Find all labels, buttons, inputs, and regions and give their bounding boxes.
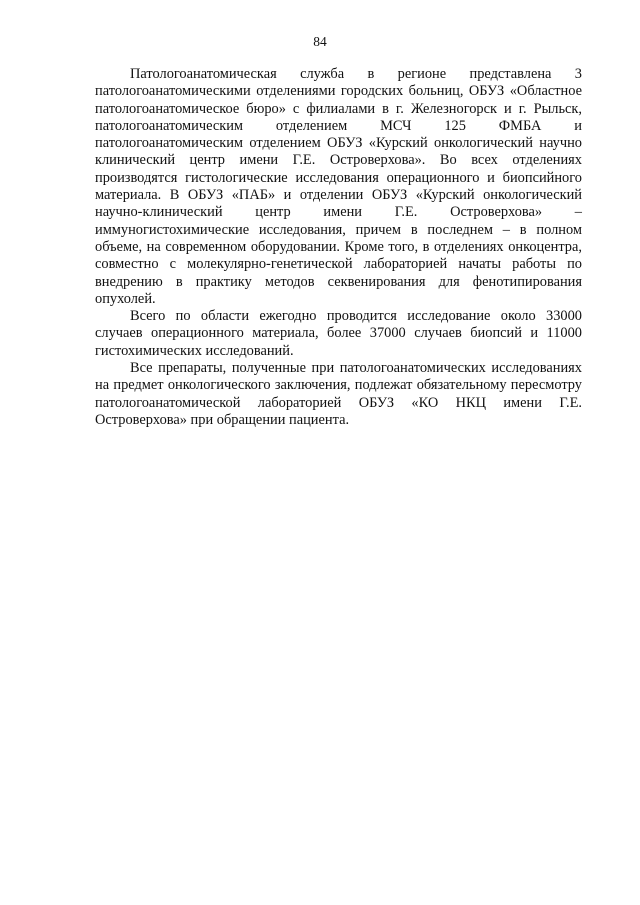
document-body (95, 66, 582, 429)
page-number: 84 (313, 34, 327, 49)
paragraph-annual-statistics: Всего по области ежегодно проводится исследование около 33000 случаев операционного материала, более 37000 случаев биопсий и 11000 гистохимических исследований. (95, 308, 582, 359)
paragraph-mandatory-review: Все препараты, полученные при патологоанатомических исследованиях на предмет онкологического заключения, подлежат обязательному пересмотру патологоанатомической лабораторией ОБУЗ «КО НКЦ имени Г.Е. Островерхова» при обращении пациента. (95, 360, 582, 428)
paragraph-pathology-service: Патологоанатомическая служба в регионе представлена 3 патологоанатомическими отделениями городских больниц, ОБУЗ «Областное патологоанатомическое бюро» с филиалами в г. Железногорск и г. Рыльск, патологоанатомическим отделением МСЧ 125 ФМБА и патологоанатомическим отделением ОБУЗ «Курский онкологический научно клинический центр имени Г.Е. Островерхова». Во всех отделениях производятся гистологические исследования операционного и биопсийного материала. В ОБУЗ «ПАБ» и отделении ОБУЗ «Курский онкологический научно-клинический центр имени Г.Е. Островерхова» – иммуногистохимические исследования, причем в последнем – в полном объеме, на современном оборудовании. Кроме того, в отделениях онкоцентра, совместно с молекулярно-генетической лабораторией начаты работы по внедрению в практику методов секвенирования для фенотипирования опухолей. (95, 66, 582, 307)
